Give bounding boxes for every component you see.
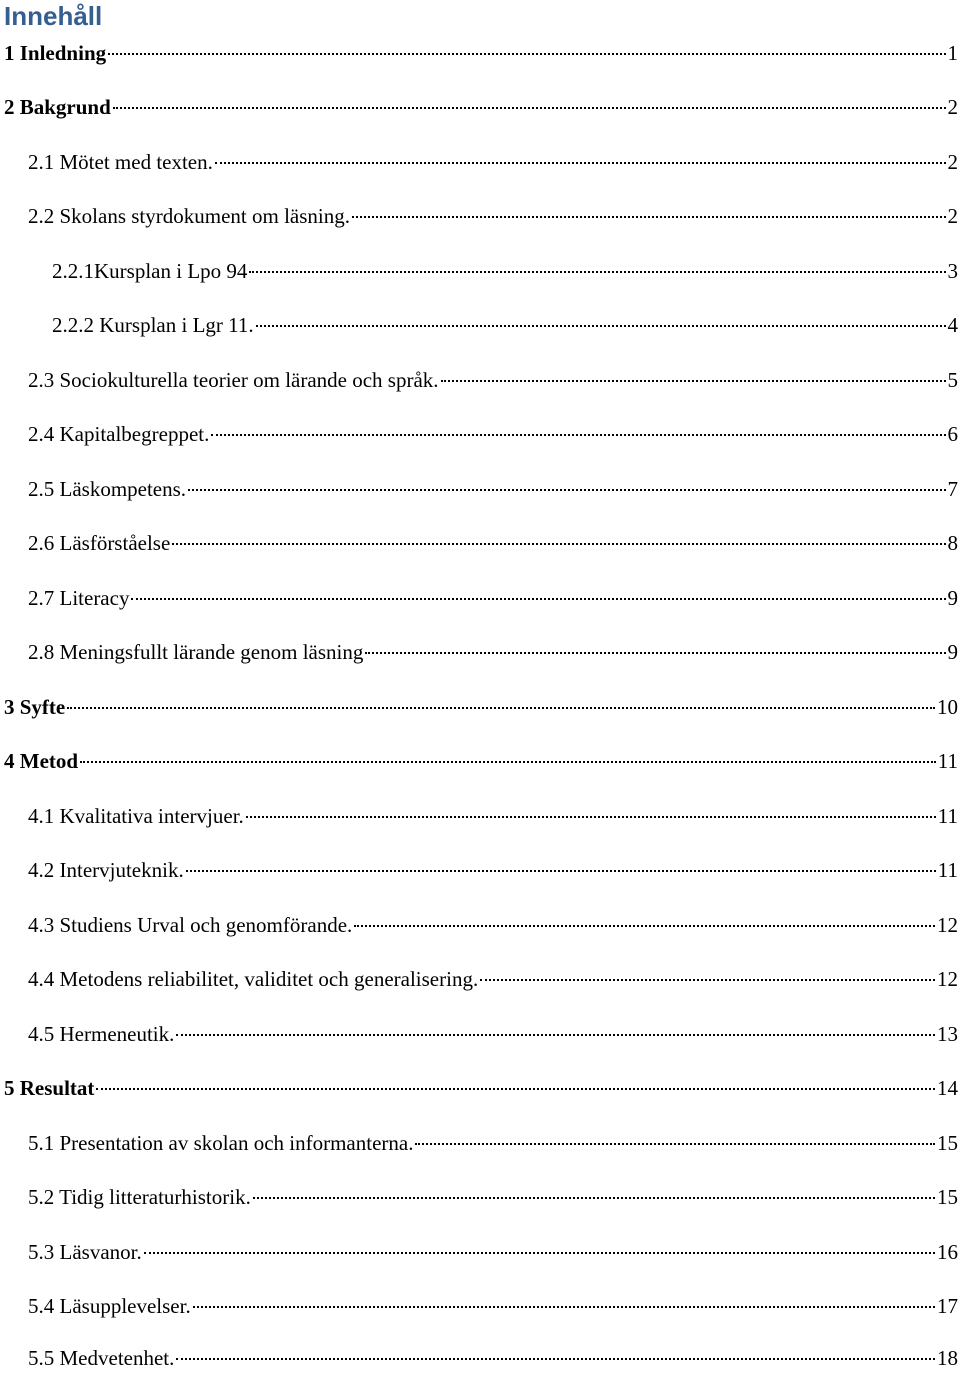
toc-entry-2-3[interactable]: [28, 365, 960, 395]
toc-page-number: 9: [947, 586, 958, 610]
dot-leader: [186, 869, 936, 872]
toc-entry-2-2-1[interactable]: [52, 256, 960, 286]
toc-entry-label: 2.5 Läskompetens.: [28, 477, 187, 501]
dot-leader: [176, 1357, 935, 1360]
toc-entry-1-inledning[interactable]: [4, 38, 960, 68]
toc-entry-label: 2.7 Literacy: [28, 586, 130, 610]
toc-entry-label: 5.1 Presentation av skolan och informanterna.: [28, 1131, 414, 1155]
toc-page-number: 2: [947, 150, 958, 174]
toc-page-number: 6: [947, 422, 958, 446]
toc-page-number: 2: [947, 95, 958, 119]
toc-page-number: 3: [947, 259, 958, 283]
toc-entry-2-8[interactable]: [28, 637, 960, 667]
dot-leader: [108, 52, 945, 55]
toc-entry-2-2[interactable]: [28, 201, 960, 231]
toc-entry-label: 2.6 Läsförståelse: [28, 531, 171, 555]
dot-leader: [96, 1087, 935, 1090]
toc-entry-label: 2.2 Skolans styrdokument om läsning.: [28, 204, 350, 228]
toc-page-number: 11: [937, 804, 958, 828]
toc-entry-label: 5.5 Medvetenhet.: [28, 1346, 175, 1370]
toc-page-number: 14: [937, 1076, 958, 1100]
dot-leader: [246, 815, 936, 818]
toc-entry-label: 2.4 Kapitalbegreppet.: [28, 422, 210, 446]
toc-entry-4-metod[interactable]: [4, 746, 960, 776]
toc-entry-2-5[interactable]: [28, 474, 960, 504]
dot-leader: [193, 1305, 935, 1308]
dot-leader: [172, 542, 945, 545]
toc-entry-label: 2.8 Meningsfullt lärande genom läsning: [28, 640, 364, 664]
toc-entry-2-4[interactable]: [28, 419, 960, 449]
toc-page-number: 1: [947, 41, 958, 65]
dot-leader: [176, 1033, 935, 1036]
toc-page-number: 13: [937, 1022, 958, 1046]
page-title: Innehåll: [4, 1, 103, 31]
toc-entry-label: 2.3 Sociokulturella teorier om lärande och språk.: [28, 368, 439, 392]
toc-entry-label: 5.3 Läsvanor.: [28, 1240, 142, 1264]
toc-page-number: 16: [937, 1240, 958, 1264]
toc-page-number: 15: [937, 1131, 958, 1155]
toc-entry-label: 4.1 Kvalitativa intervjuer.: [28, 804, 244, 828]
toc-entry-label: 4 Metod: [4, 749, 79, 773]
toc-page-number: 2: [947, 204, 958, 228]
dot-leader: [365, 651, 945, 654]
toc-entry-4-4[interactable]: [28, 964, 960, 994]
dot-leader: [215, 161, 946, 164]
toc-entry-2-7[interactable]: [28, 583, 960, 613]
toc-page-number: 10: [937, 695, 958, 719]
dot-leader: [67, 706, 935, 709]
toc-entry-5-resultat[interactable]: [4, 1073, 960, 1103]
toc-entry-4-1[interactable]: [28, 801, 960, 831]
toc-entry-label: 2.2.1Kursplan i Lpo 94: [52, 259, 248, 283]
dot-leader: [249, 270, 945, 273]
toc-entry-4-2[interactable]: [28, 855, 960, 885]
toc-entry-4-5[interactable]: [28, 1019, 960, 1049]
dot-leader: [211, 433, 945, 436]
toc-page-number: 7: [947, 477, 958, 501]
dot-leader: [144, 1251, 935, 1254]
toc-page-number: 11: [937, 749, 958, 773]
toc-entry-label: 4.5 Hermeneutik.: [28, 1022, 175, 1046]
dot-leader: [256, 324, 946, 327]
toc-entry-label: 4.4 Metodens reliabilitet, validitet och generalisering.: [28, 967, 479, 991]
toc-entry-5-5[interactable]: [28, 1343, 960, 1373]
toc-entry-label: 1 Inledning: [4, 41, 107, 65]
dot-leader: [80, 760, 936, 763]
dot-leader: [354, 924, 935, 927]
toc-entry-label: 2.1 Mötet med texten.: [28, 150, 213, 174]
toc-page-number: 17: [937, 1294, 958, 1318]
dot-leader: [480, 978, 935, 981]
toc-page-number: 15: [937, 1185, 958, 1209]
toc-entry-label: 2 Bakgrund: [4, 95, 111, 119]
dot-leader: [131, 597, 945, 600]
toc-entry-2-6[interactable]: [28, 528, 960, 558]
toc-page-number: 4: [947, 313, 958, 337]
dot-leader: [253, 1196, 935, 1199]
toc-entry-2-bakgrund[interactable]: [4, 92, 960, 122]
toc-entry-label: 2.2.2 Kursplan i Lgr 11.: [52, 313, 254, 337]
toc-entry-label: 4.2 Intervjuteknik.: [28, 858, 184, 882]
toc-page-number: 5: [947, 368, 958, 392]
toc-entry-label: 3 Syfte: [4, 695, 66, 719]
toc-entry-label: 5 Resultat: [4, 1076, 95, 1100]
dot-leader: [113, 106, 946, 109]
toc-page-number: 12: [937, 967, 958, 991]
toc-entry-5-1[interactable]: [28, 1128, 960, 1158]
toc-page-number: 9: [947, 640, 958, 664]
dot-leader: [415, 1142, 935, 1145]
toc-entry-4-3[interactable]: [28, 910, 960, 940]
toc-entry-label: 5.4 Läsupplevelser.: [28, 1294, 191, 1318]
toc-page-number: 8: [947, 531, 958, 555]
toc-entry-2-2-2[interactable]: [52, 310, 960, 340]
toc-page-number: 11: [937, 858, 958, 882]
dot-leader: [188, 488, 945, 491]
toc-entry-label: 4.3 Studiens Urval och genomförande.: [28, 913, 353, 937]
toc-entry-label: 5.2 Tidig litteraturhistorik.: [28, 1185, 251, 1209]
toc-entry-5-4[interactable]: [28, 1291, 960, 1321]
toc-entry-5-2[interactable]: [28, 1182, 960, 1212]
toc-entry-3-syfte[interactable]: [4, 692, 960, 722]
dot-leader: [352, 215, 946, 218]
toc-page-number: 12: [937, 913, 958, 937]
toc-entry-2-1[interactable]: [28, 147, 960, 177]
dot-leader: [441, 379, 946, 382]
toc-entry-5-3[interactable]: [28, 1237, 960, 1267]
toc-page-number: 18: [937, 1346, 958, 1370]
